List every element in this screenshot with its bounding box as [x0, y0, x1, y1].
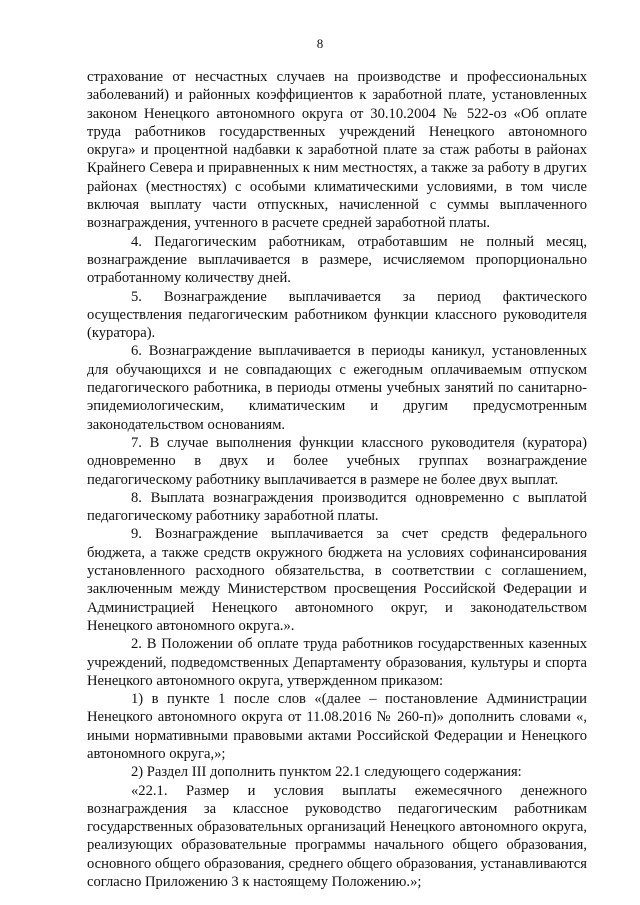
paragraph-item-7: 7. В случае выполнения функции классного руководителя (куратора) одновременно в двух и более учебных группах вознаграждение педагогическому работнику выплачивается в размере не более двух выплат.: [87, 434, 587, 488]
document-body: [87, 68, 587, 891]
paragraph-subitem-2: 2) Раздел III дополнить пунктом 22.1 следующего содержания:: [131, 764, 522, 781]
paragraph-item-22-1: «22.1. Размер и условия выплаты ежемесячного денежного вознаграждения за классное руководство педагогическим работникам государственных образовательных организаций Ненецкого автономного округа, реализующих образовательные программы начального общего образования, основного общего образования, среднего общего образования, устанавливаются согласно Приложению 3 к настоящему Положению.»;: [87, 782, 587, 891]
paragraph-item-9: 9. Вознаграждение выплачивается за счет средств федерального бюджета, а также средств окружного бюджета на условиях софинансирования установленного расходного обязательства, в соответствии с соглашением, заключенным между Министерством просвещения Российской Федерации и Администрацией Ненецкого автономного округ, и законодательством Ненецкого автономного округа.».: [87, 526, 587, 634]
paragraph-item-8: 8. Выплата вознаграждения производится одновременно с выплатой педагогическому работнику заработной платы.: [87, 489, 587, 525]
paragraph-subitem-1: 1) в пункте 1 после слов «(далее – постановление Администрации Ненецкого автономного округа от 11.08.2016 № 260-п)» дополнить словами «, иными нормативными правовыми актами Российской Федерации и Ненецкого автономного округа,»;: [87, 691, 587, 762]
page-number: 8: [316, 36, 324, 51]
paragraph-item-4: 4. Педагогическим работникам, отработавшим не полный месяц, вознаграждение выплачивается в размере, исчисляемом пропорционально отработанному количеству дней.: [87, 233, 587, 287]
paragraph-section-2: 2. В Положении об оплате труда работников государственных казенных учреждений, подведомственных Департаменту образования, культуры и спорта Ненецкого автономного округа, утвержденном приказом:: [87, 636, 587, 689]
paragraph-continuation: страхование от несчастных случаев на производстве и профессиональных заболеваний) и районных коэффициентов к заработной плате, установленных законом Ненецкого автономного округа от 30.10.2004 № 522-оз «Об оплате труда работников государственных учреждений Ненецкого автономного округа» и процентной надбавки к заработной плате за стаж работы в районах Крайнего Севера и приравненных к ним местностях, а также за работу в других районах (местностях) с особыми климатическими условиями, в том числе включая выплату части отпускных, начисленной с суммы выплаченного вознаграждения, учтенного в расчете средней заработной платы.: [87, 69, 587, 232]
paragraph-item-5: 5. Вознаграждение выплачивается за период фактического осуществления педагогическим работником функции классного руководителя (куратора).: [87, 288, 587, 342]
paragraph-item-6: 6. Вознаграждение выплачивается в периоды каникул, установленных для обучающихся и не совпадающих с ежегодным оплачиваемым отпуском педагогического работника, в периоды отмены учебных занятий по санитарно-эпидемиологическим, климатическим и другим предусмотренным законодательством основаниям.: [87, 343, 587, 433]
